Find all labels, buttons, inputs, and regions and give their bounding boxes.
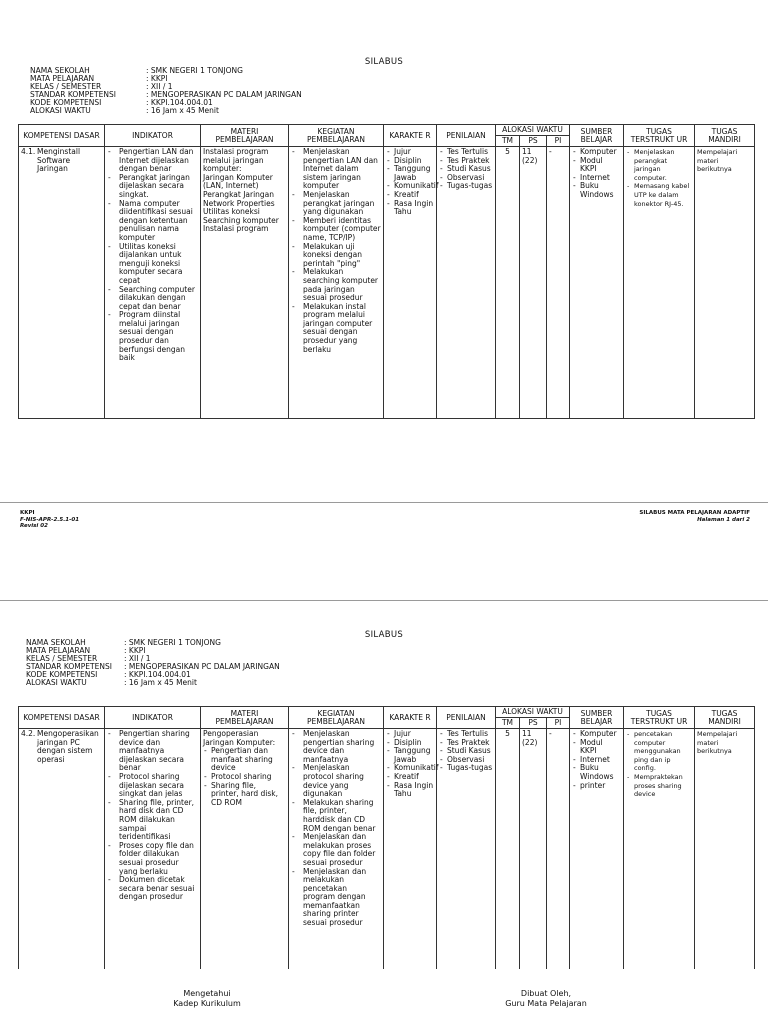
header-materi: MATERI PEMBELAJARAN bbox=[201, 707, 289, 729]
header-kompetensi-dasar: KOMPETENSI DASAR bbox=[19, 707, 105, 729]
header-materi: MATERI PEMBELAJARAN bbox=[201, 125, 289, 147]
list-item: - Modul KKPI bbox=[572, 157, 621, 174]
header-alokasi: ALOKASI WAKTU bbox=[496, 125, 570, 136]
identity-label: STANDAR KOMPETENSI bbox=[30, 90, 116, 99]
kegiatan-list bbox=[291, 148, 381, 354]
identity-label: KELAS / SEMESTER bbox=[30, 82, 102, 91]
kd-text: Menginstall Software Jaringan bbox=[37, 147, 81, 174]
identity-label: KELAS / SEMESTER bbox=[26, 654, 98, 663]
header-row bbox=[19, 125, 755, 136]
list-item: - Kreatif bbox=[386, 773, 434, 782]
syllabus-page-2 bbox=[0, 600, 768, 1025]
list-item: - Komunikatif bbox=[386, 764, 434, 773]
identity-row bbox=[30, 107, 302, 115]
signature-left-line1: Mengetahui bbox=[183, 989, 231, 998]
list-item: - Memberi identitas komputer (computer name, TCP/IP) bbox=[291, 217, 381, 243]
header-penilaian: PENILAIAN bbox=[437, 125, 496, 147]
kegiatan-cell bbox=[289, 147, 384, 419]
list-item: - Pengertian dan manfaat sharing device bbox=[203, 747, 286, 773]
indikator-cell bbox=[105, 147, 201, 419]
sumber-cell bbox=[570, 729, 624, 969]
materi-item: Perangkat Jaringan bbox=[203, 189, 275, 199]
list-item: - Sharing file, printer, hard disk dan CD ROM dilakukan sampai teridentifikasi bbox=[107, 799, 198, 842]
header-tm: TM bbox=[496, 718, 520, 729]
list-item: - Melakukan sharing file, printer, harddisk dan CD ROM dengan benar bbox=[291, 799, 381, 833]
header-pi: PI bbox=[547, 718, 570, 729]
identity-label: MATA PELAJARAN bbox=[26, 646, 91, 655]
list-item: - Tes Tertulis bbox=[439, 148, 493, 157]
penilaian-cell bbox=[437, 147, 496, 419]
header-penilaian: PENILAIAN bbox=[437, 707, 496, 729]
list-item: - printer bbox=[572, 782, 621, 791]
materi-item: Network Properties bbox=[203, 198, 275, 208]
page-title: SILABUS bbox=[364, 630, 404, 640]
list-item: - Studi Kasus bbox=[439, 165, 493, 174]
sumber-list bbox=[572, 730, 621, 790]
list-item: - Pengertian LAN dan Internet dijelaskan dengan benar bbox=[107, 148, 198, 174]
header-ps: PS bbox=[520, 136, 547, 147]
list-item: - Mempraktekan proses sharing device bbox=[626, 773, 692, 799]
header-karakter: KARAKTE R bbox=[384, 125, 437, 147]
syllabus-table bbox=[18, 124, 755, 419]
penilaian-list bbox=[439, 148, 493, 191]
terstruktur-cell bbox=[624, 729, 695, 969]
header-indikator: INDIKATOR bbox=[105, 707, 201, 729]
header-row bbox=[19, 707, 755, 718]
list-item: - Jujur bbox=[386, 148, 434, 157]
list-item: - Rasa Ingin Tahu bbox=[386, 200, 434, 217]
list-item: - Memasang kabel UTP ke dalam konektor RJ-45. bbox=[626, 182, 692, 208]
footer-divider bbox=[0, 502, 768, 503]
materi-item: Utilitas koneksi bbox=[203, 207, 260, 217]
header-mandiri: TUGAS MANDIRI bbox=[695, 125, 755, 147]
header-alokasi: ALOKASI WAKTU bbox=[496, 707, 570, 718]
footer-doc-title: SILABUS MATA PELAJARAN ADAPTIF bbox=[639, 510, 750, 516]
footer-right bbox=[639, 510, 750, 523]
footer-revision: Revisi 02 bbox=[20, 523, 48, 529]
materi-cell bbox=[201, 147, 289, 419]
kd-text: Mengoperasikan jaringan PC dengan sistem operasi bbox=[37, 729, 99, 764]
karakter-list bbox=[386, 729, 439, 799]
list-item: - Internet bbox=[572, 174, 621, 183]
list-item: - Disiplin bbox=[386, 157, 434, 166]
list-item: - Jujur bbox=[386, 730, 434, 739]
list-item: - Rasa Ingin Tahu bbox=[386, 782, 434, 799]
signature-left bbox=[107, 989, 307, 1008]
list-item: - Melakukan instal program melalui jaringan computer sesuai dengan prosedur yang berlaku bbox=[291, 303, 381, 355]
list-item: - Menjelaskan perangkat jaringan computer. bbox=[626, 148, 692, 182]
list-item: - Internet bbox=[572, 756, 621, 765]
materi-cell bbox=[201, 729, 289, 969]
list-item: - pencetakan computer menggunakan ping dan ip config. bbox=[626, 730, 692, 773]
materi-item: Jaringan Komputer (LAN, Internet) bbox=[203, 172, 273, 191]
identity-label: STANDAR KOMPETENSI bbox=[26, 662, 112, 671]
list-item: - Searching computer dilakukan dengan cepat dan benar bbox=[107, 286, 198, 312]
identity-label: KODE KOMPETENSI bbox=[26, 670, 98, 679]
footer-page-number: Halaman 1 dari 2 bbox=[697, 516, 750, 523]
list-item: - Pengertian sharing device dan manfaatnya dijelaskan secara benar bbox=[107, 730, 198, 773]
list-item: - Nama computer diidentifikasi sesuai dengan ketentuan penulisan nama komputer bbox=[107, 200, 198, 243]
ps-cell: 11 (22) bbox=[520, 729, 547, 969]
list-item: - Buku Windows bbox=[572, 764, 621, 781]
syllabus-table bbox=[18, 706, 755, 969]
mandiri-cell: Mempelajari materi berikutnya bbox=[695, 147, 755, 419]
materi-item: Searching komputer bbox=[203, 215, 279, 225]
terstruktur-list bbox=[626, 148, 692, 208]
list-item: - Disiplin bbox=[386, 739, 434, 748]
mandiri-cell: Mempelajari materi berikutnya bbox=[695, 729, 755, 969]
sumber-cell bbox=[570, 147, 624, 419]
list-item: - Komunikatif bbox=[386, 182, 434, 191]
indikator-list bbox=[107, 148, 198, 363]
sumber-list bbox=[572, 148, 621, 200]
signature-right-line1: Dibuat Oleh, bbox=[520, 989, 572, 998]
table-row bbox=[19, 147, 755, 419]
identity-value: : 16 Jam x 45 Menit bbox=[124, 678, 197, 687]
tm-cell: 5 bbox=[496, 729, 520, 969]
identity-label: ALOKASI WAKTU bbox=[30, 106, 91, 115]
karakter-cell bbox=[384, 729, 437, 969]
identity-value: : KKPI.104.004.01 bbox=[124, 670, 191, 679]
header-indikator: INDIKATOR bbox=[105, 125, 201, 147]
list-item: - Menjelaskan dan melakukan proses copy file dan folder sesuai prosedur bbox=[291, 833, 381, 867]
kd-cell bbox=[19, 729, 105, 969]
identity-value: : KKPI bbox=[124, 646, 146, 655]
header-mandiri: TUGAS MANDIRI bbox=[695, 707, 755, 729]
footer-left bbox=[20, 510, 79, 530]
ps-cell: 11 (22) bbox=[520, 147, 547, 419]
materi-intro: Pengoperasian Jaringan Komputer: bbox=[203, 729, 276, 747]
list-item: - Sharing file, printer, hard disk, CD ROM bbox=[203, 782, 286, 808]
kegiatan-list bbox=[291, 730, 381, 928]
list-item: - Komputer bbox=[572, 730, 621, 739]
signature-left-line2: Kadep Kurikulum bbox=[173, 998, 241, 1008]
identity-label: NAMA SEKOLAH bbox=[30, 66, 90, 75]
identity-row bbox=[26, 679, 280, 687]
list-item: - Modul KKPI bbox=[572, 739, 621, 756]
materi-item: Instalasi program bbox=[203, 224, 269, 234]
table-row bbox=[19, 729, 755, 969]
list-item: - Menjelaskan dan melakukan pencetakan program dengan memanfaatkan sharing printer sesuai prosedur bbox=[291, 868, 381, 928]
page-title: SILABUS bbox=[364, 57, 404, 67]
karakter-list bbox=[386, 147, 439, 217]
header-karakter: KARAKTE R bbox=[384, 707, 437, 729]
header-terstruktur: TUGAS TERSTRUKT UR bbox=[624, 125, 695, 147]
list-item: - Tes Praktek bbox=[439, 157, 493, 166]
materi-intro: Instalasi program melalui jaringan komputer: bbox=[203, 147, 269, 174]
kd-number: 4.2. bbox=[21, 729, 36, 738]
identity-value: : MENGOPERASIKAN PC DALAM JARINGAN bbox=[146, 90, 302, 99]
list-item: - Tes Praktek bbox=[439, 739, 493, 748]
list-item: - Protocol sharing bbox=[203, 773, 286, 782]
list-item: - Dokumen dicetak secara benar sesuai dengan prosedur bbox=[107, 876, 198, 902]
header-pi: PI bbox=[547, 136, 570, 147]
list-item: - Tugas-tugas bbox=[439, 764, 493, 773]
signature-right bbox=[446, 989, 646, 1008]
identity-block bbox=[26, 639, 280, 687]
header-kegiatan: KEGIATAN PEMBELAJARAN bbox=[289, 707, 384, 729]
identity-value: : XII / 1 bbox=[124, 654, 151, 663]
list-item: - Proses copy file dan folder dilakukan sesuai prosedur yang berlaku bbox=[107, 842, 198, 876]
penilaian-cell bbox=[437, 729, 496, 969]
footer-doc-code: F-NIS-APR-2.5.1-01 bbox=[20, 516, 80, 523]
pi-cell: - bbox=[547, 729, 570, 969]
list-item: - Buku Windows bbox=[572, 182, 621, 199]
footer-subject: KKPI bbox=[20, 510, 35, 516]
indikator-cell bbox=[105, 729, 201, 969]
list-item: - Perangkat jaringan dijelaskan secara singkat. bbox=[107, 174, 198, 200]
list-item: - Tanggung Jawab bbox=[386, 165, 434, 182]
identity-value: : KKPI bbox=[146, 74, 168, 83]
tm-cell: 5 bbox=[496, 147, 520, 419]
kd-cell bbox=[19, 147, 105, 419]
list-item: - Komputer bbox=[572, 148, 621, 157]
header-kompetensi-dasar: KOMPETENSI DASAR bbox=[19, 125, 105, 147]
list-item: - Program diinstal melalui jaringan sesuai dengan prosedur dan berfungsi dengan baik bbox=[107, 311, 198, 363]
kd-number: 4.1. bbox=[21, 147, 36, 156]
list-item: - Melakukan searching komputer pada jaringan sesuai prosedur bbox=[291, 268, 381, 302]
identity-value: : KKPI.104.004.01 bbox=[146, 98, 213, 107]
header-kegiatan: KEGIATAN PEMBELAJARAN bbox=[289, 125, 384, 147]
identity-value: : SMK NEGERI 1 TONJONG bbox=[124, 638, 221, 647]
list-item: - Tanggung Jawab bbox=[386, 747, 434, 764]
penilaian-list bbox=[439, 730, 493, 773]
terstruktur-list bbox=[626, 730, 692, 799]
list-item: - Menjelaskan pengertian sharing device dan manfaatnya bbox=[291, 730, 381, 764]
list-item: - Kreatif bbox=[386, 191, 434, 200]
identity-block bbox=[30, 67, 302, 115]
karakter-cell bbox=[384, 147, 437, 419]
identity-value: : XII / 1 bbox=[146, 82, 173, 91]
materi-list bbox=[203, 747, 286, 807]
list-item: - Observasi bbox=[439, 756, 493, 765]
list-item: - Tes Tertulis bbox=[439, 730, 493, 739]
header-sumber: SUMBER BELAJAR bbox=[570, 125, 624, 147]
identity-label: ALOKASI WAKTU bbox=[26, 678, 87, 687]
identity-value: : MENGOPERASIKAN PC DALAM JARINGAN bbox=[124, 662, 280, 671]
list-item: - Menjelaskan protocol sharing device yang digunakan bbox=[291, 764, 381, 798]
list-item: - Tugas-tugas bbox=[439, 182, 493, 191]
identity-label: KODE KOMPETENSI bbox=[30, 98, 102, 107]
header-tm: TM bbox=[496, 136, 520, 147]
list-item: - Studi Kasus bbox=[439, 747, 493, 756]
identity-label: MATA PELAJARAN bbox=[30, 74, 95, 83]
header-ps: PS bbox=[520, 718, 547, 729]
list-item: - Protocol sharing dijelaskan secara singkat dan jelas bbox=[107, 773, 198, 799]
identity-value: : 16 Jam x 45 Menit bbox=[146, 106, 219, 115]
header-terstruktur: TUGAS TERSTRUKT UR bbox=[624, 707, 695, 729]
list-item: - Melakukan uji koneksi dengan perintah "ping" bbox=[291, 243, 381, 269]
pi-cell: - bbox=[547, 147, 570, 419]
kegiatan-cell bbox=[289, 729, 384, 969]
identity-label: NAMA SEKOLAH bbox=[26, 638, 86, 647]
identity-value: : SMK NEGERI 1 TONJONG bbox=[146, 66, 243, 75]
terstruktur-cell bbox=[624, 147, 695, 419]
list-item: - Utilitas koneksi dijalankan untuk menguji koneksi komputer secara cepat bbox=[107, 243, 198, 286]
list-item: - Menjelaskan perangkat jaringan yang digunakan bbox=[291, 191, 381, 217]
header-sumber: SUMBER BELAJAR bbox=[570, 707, 624, 729]
list-item: - Menjelaskan pengertian LAN dan Internet dalam sistem jaringan komputer bbox=[291, 148, 381, 191]
indikator-list bbox=[107, 730, 198, 902]
signature-right-line2: Guru Mata Pelajaran bbox=[505, 998, 587, 1008]
list-item: - Observasi bbox=[439, 174, 493, 183]
